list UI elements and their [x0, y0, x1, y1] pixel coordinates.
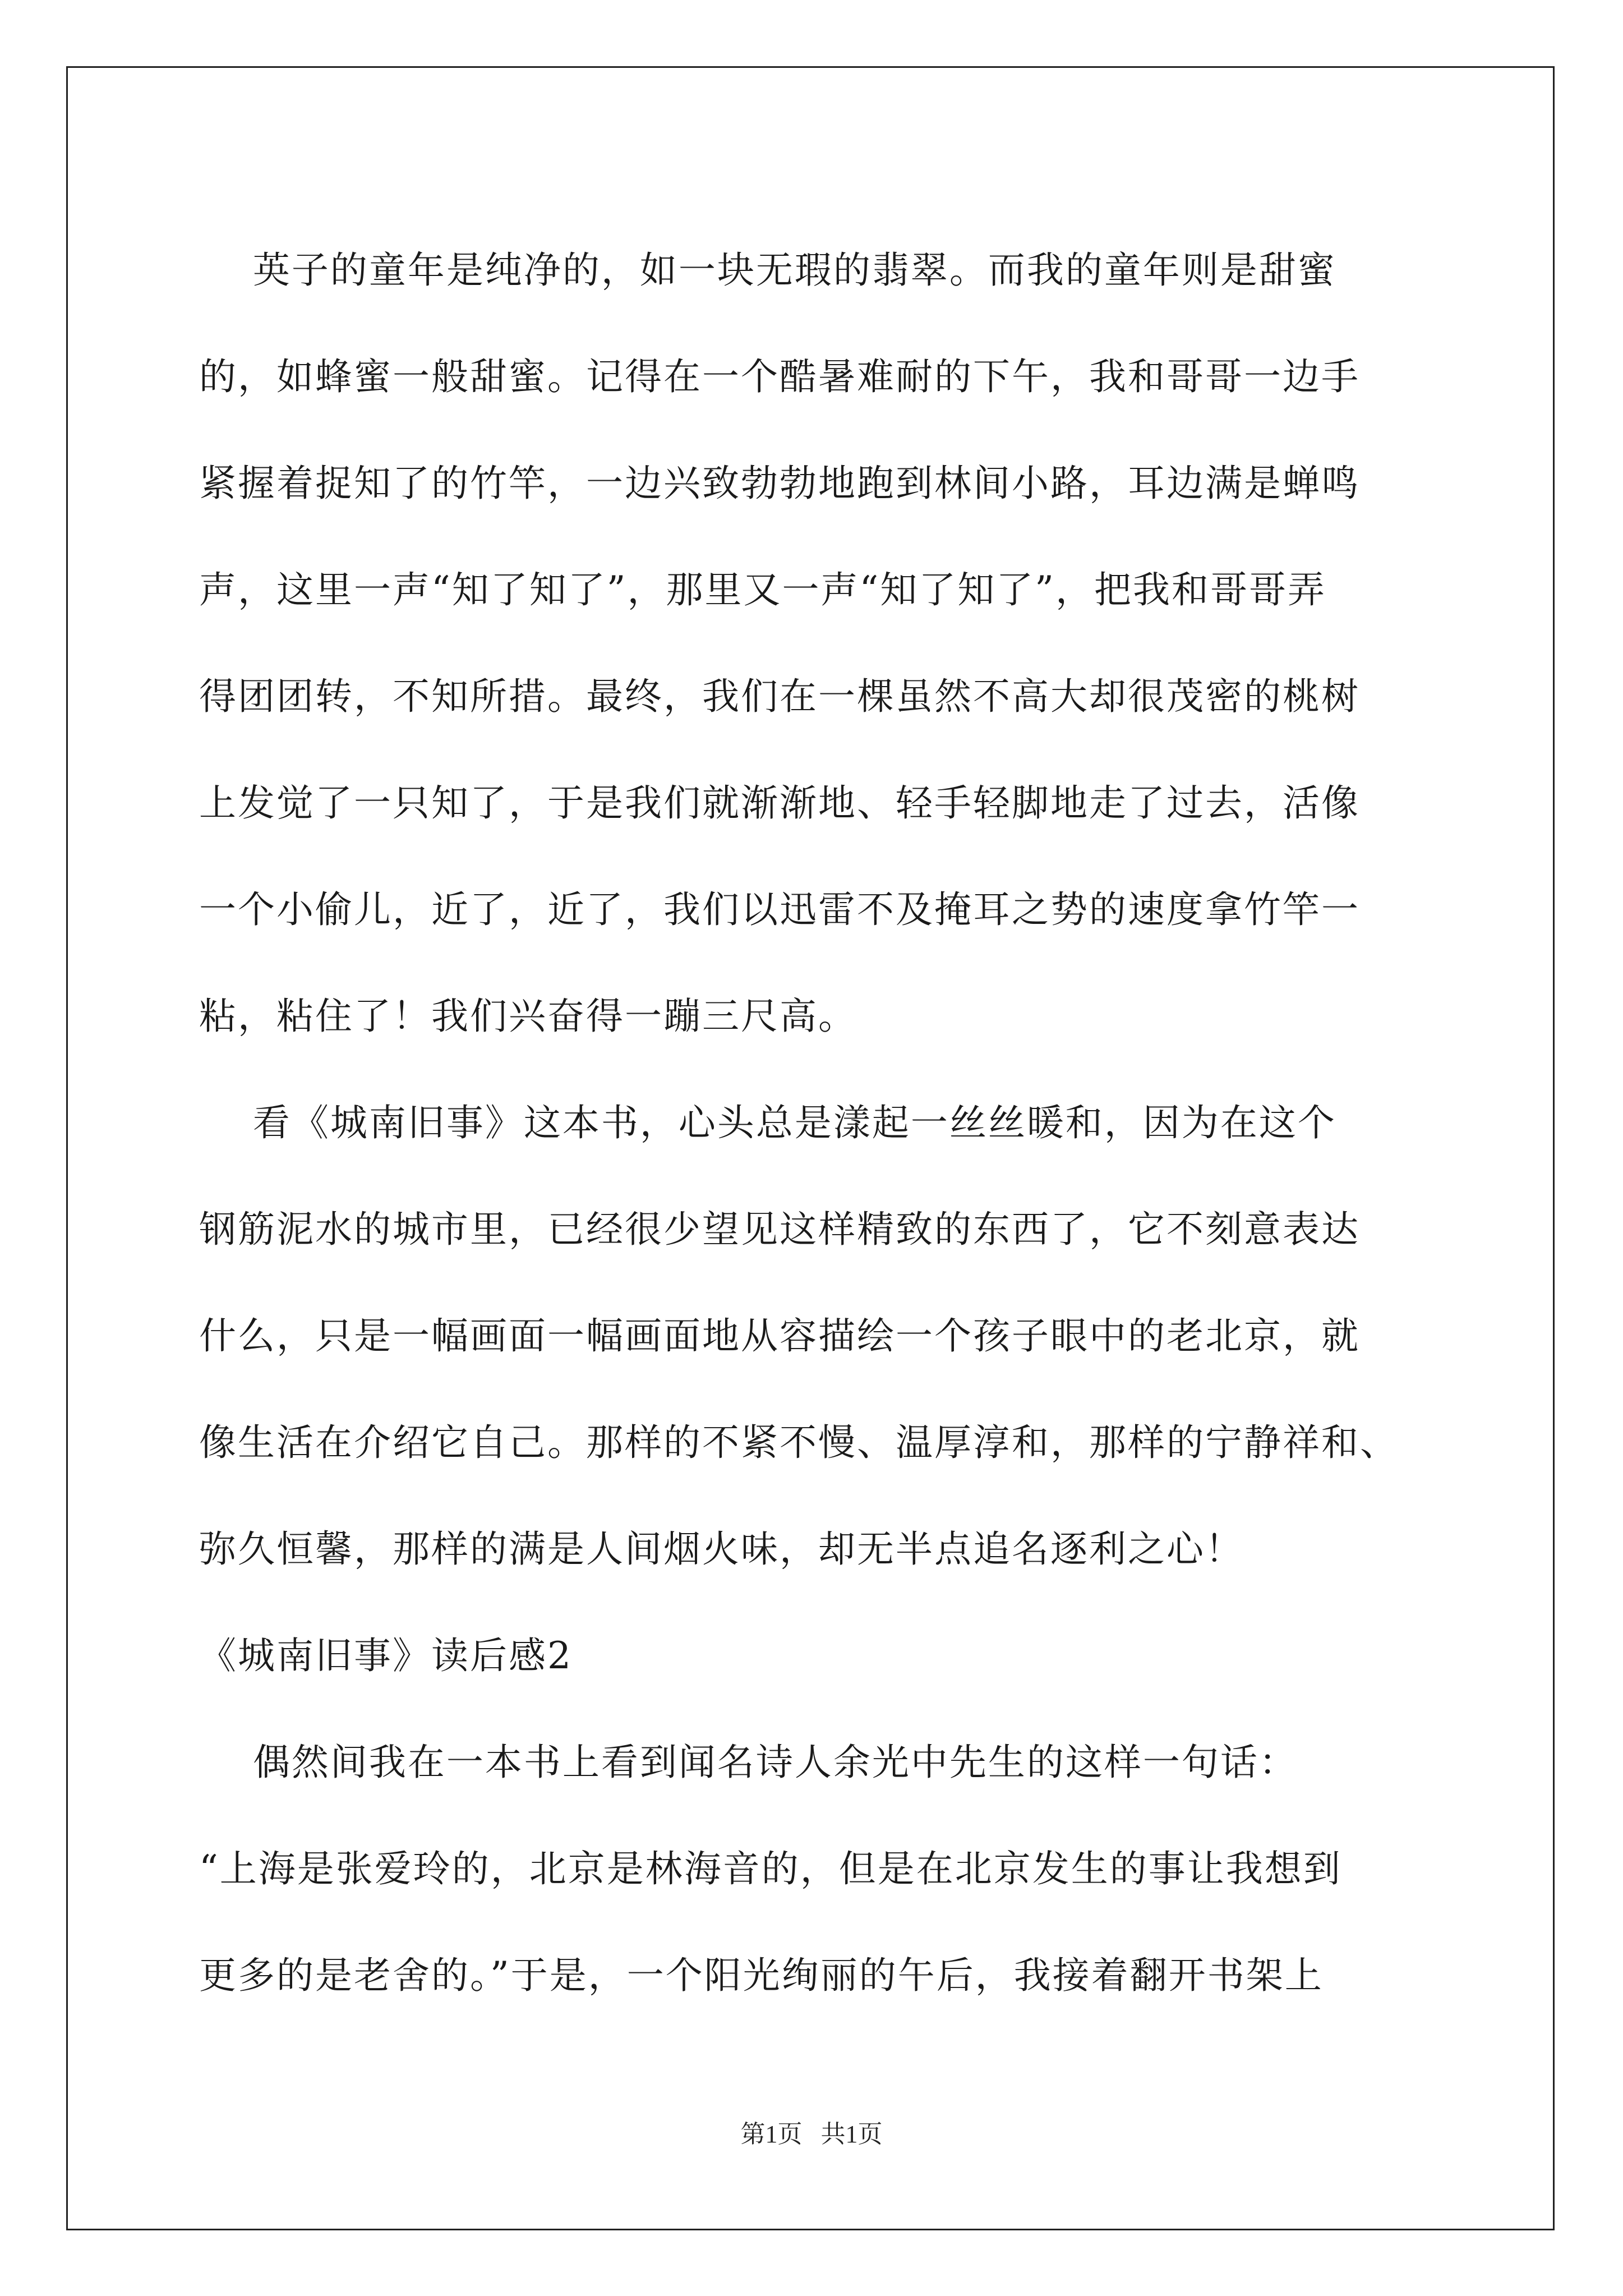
text-line: 声，这里一声“知了知了”，那里又一声“知了知了”，把我和哥哥弄	[199, 568, 1326, 611]
text-line: 像生活在介绍它自己。那样的不紧不慢、温厚淳和，那样的宁静祥和、	[199, 1421, 1399, 1464]
page-footer: 第1页 共1页	[740, 2120, 883, 2148]
text-line: 的，如蜂蜜一般甜蜜。记得在一个酷暑难耐的下午，我和哥哥一边手	[199, 355, 1360, 398]
text-line: “上海是张爱玲的，北京是林海音的，但是在北京发生的事让我想到	[199, 1847, 1342, 1890]
text-line: 更多的是老舍的。”于是，一个阳光绚丽的午后，我接着翻开书架上	[199, 1954, 1324, 1997]
text-line: 看《城南旧事》这本书，心头总是漾起一丝丝暖和，因为在这个	[199, 1101, 1336, 1144]
section-heading: 《城南旧事》读后感2	[199, 1634, 573, 1677]
text-line: 弥久恒馨，那样的满是人间烟火味，却无半点追名逐利之心！	[199, 1527, 1244, 1571]
text-line: 紧握着捉知了的竹竿，一边兴致勃勃地跑到林间小路，耳边满是蝉鸣	[199, 462, 1360, 505]
text-line: 得团团转，不知所措。最终，我们在一棵虽然不高大却很茂密的桃树	[199, 675, 1360, 718]
text-line: 什么，只是一幅画面一幅画面地从容描绘一个孩子眼中的老北京，就	[199, 1314, 1360, 1358]
document-body	[199, 217, 1427, 2029]
text-line: 英子的童年是纯净的，如一块无瑕的翡翠。而我的童年则是甜蜜	[199, 249, 1336, 292]
text-line: 粘，粘住了！我们兴奋得一蹦三尺高。	[199, 995, 857, 1038]
text-line: 偶然间我在一本书上看到闻名诗人余光中先生的这样一句话：	[199, 1741, 1298, 1784]
text-line: 上发觉了一只知了，于是我们就渐渐地、轻手轻脚地走了过去，活像	[199, 781, 1360, 825]
text-line: 一个小偷儿，近了，近了，我们以迅雷不及掩耳之势的速度拿竹竿一	[199, 888, 1360, 931]
text-line: 钢筋泥水的城市里，已经很少望见这样精致的东西了，它不刻意表达	[199, 1208, 1360, 1251]
